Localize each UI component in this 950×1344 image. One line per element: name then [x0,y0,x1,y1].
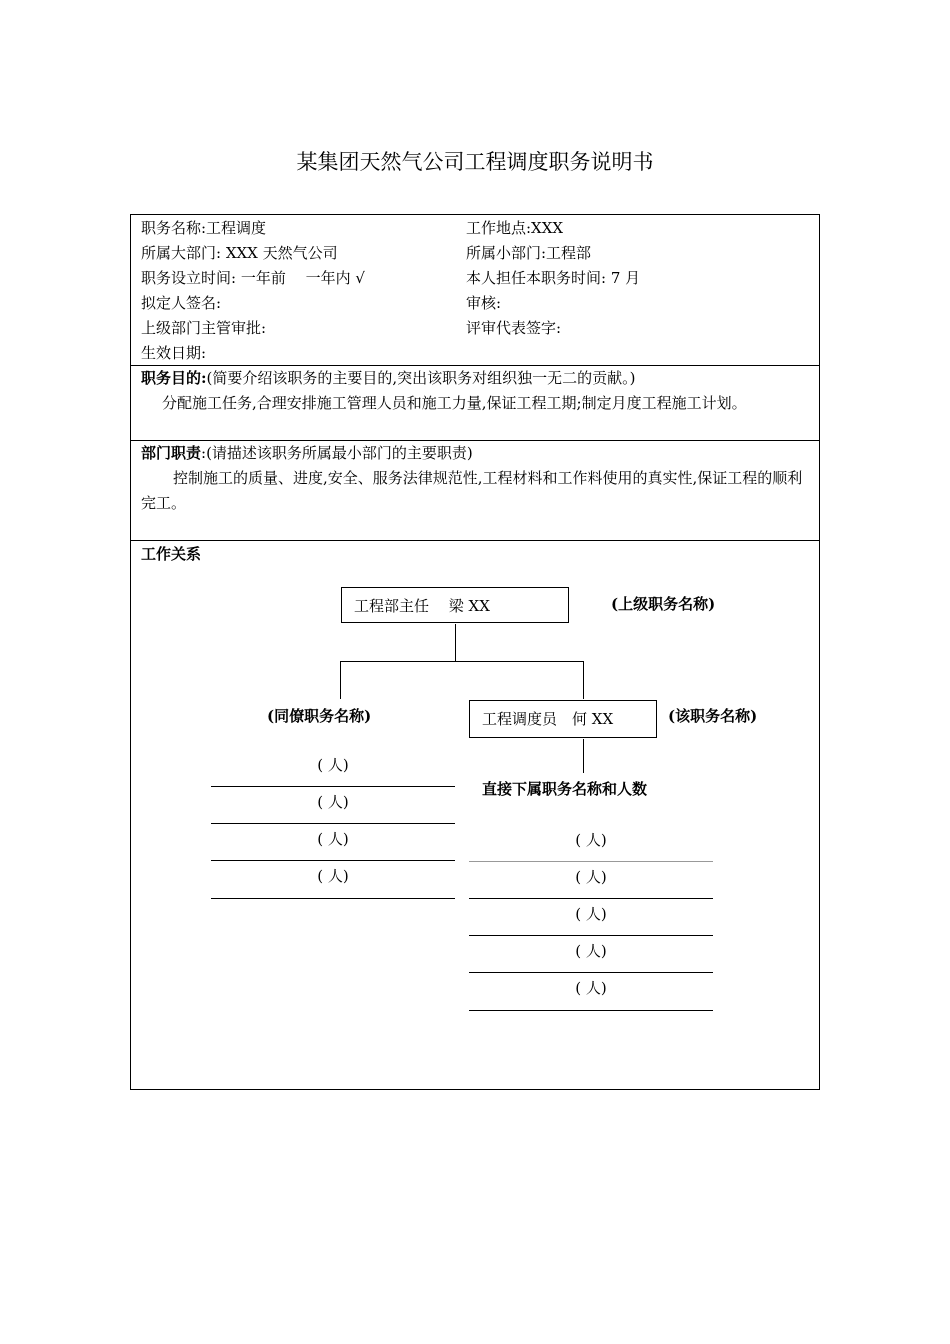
duties-heading: 部门职责 [141,444,202,462]
connector-line [583,739,584,773]
peer-row: ( 人) [317,830,349,848]
peer-row: ( 人) [317,867,349,885]
section-divider [131,540,819,541]
effective-date: 生效日期: [141,344,207,362]
subordinate-label: 直接下属职务名称和人数 [482,780,648,798]
purpose-hint: (简要介绍该职务的主要目的,突出该职务对组织独一无二的贡献。) [206,369,636,387]
established-time: 职务设立时间: 一年前 一年内 √ [141,269,365,287]
connector-line [583,661,584,699]
superior-approval: 上级部门主管审批: [141,319,267,337]
subordinate-row: ( 人) [575,979,607,997]
subordinate-row: ( 人) [575,942,607,960]
duties-header [141,443,473,463]
row-line [211,860,455,861]
subordinate-row: ( 人) [575,905,607,923]
row-line [469,935,713,936]
duties-text: 控制施工的质量、进度,安全、服务法律规范性,工程材料和工作料使用的真实性,保证工程的顺利完工。 [141,469,803,512]
department: 所属大部门: XXX 天然气公司 [141,244,338,262]
drafter-signature: 拟定人签名: [141,294,222,312]
self-label: (该职务名称) [668,707,758,725]
peer-row: ( 人) [317,793,349,811]
row-line [469,861,713,862]
connector-line [455,624,456,661]
subordinate-row: ( 人) [575,868,607,886]
duties-hint: :(请描述该职务所属最小部门的主要职责) [201,444,473,462]
row-line [211,823,455,824]
review: 审核: [466,294,502,312]
connector-line [340,661,341,699]
document-title: 某集团天然气公司工程调度职务说明书 [296,150,654,174]
row-line [469,898,713,899]
row-line [469,1010,713,1011]
section-divider [131,365,819,366]
peer-row: ( 人) [317,756,349,774]
row-line [469,972,713,973]
job-name: 职务名称:工程调度 [141,219,267,237]
superior-label: (上级职务名称) [611,595,716,613]
relations-heading: 工作关系 [141,545,202,563]
sub-department: 所属小部门:工程部 [466,244,592,262]
tenure: 本人担任本职务时间: 7 月 [466,269,641,287]
job-description-table [130,214,820,1090]
subordinate-row: ( 人) [575,831,607,849]
self-box: 工程调度员 何 XX [469,700,657,738]
representative-signature: 评审代表签字: [466,319,562,337]
purpose-heading: 职务目的: [141,369,207,387]
superior-box: 工程部主任 梁 XX [341,587,569,623]
work-location: 工作地点:XXX [466,219,564,237]
connector-line [340,661,584,662]
peer-label: (同僚职务名称) [267,707,372,725]
purpose-text: 分配施工任务,合理安排施工管理人员和施工力量,保证工程工期;制定月度工程施工计划。 [162,394,747,412]
section-divider [131,440,819,441]
row-line [211,898,455,899]
purpose-header [141,368,636,388]
row-line [211,786,455,787]
